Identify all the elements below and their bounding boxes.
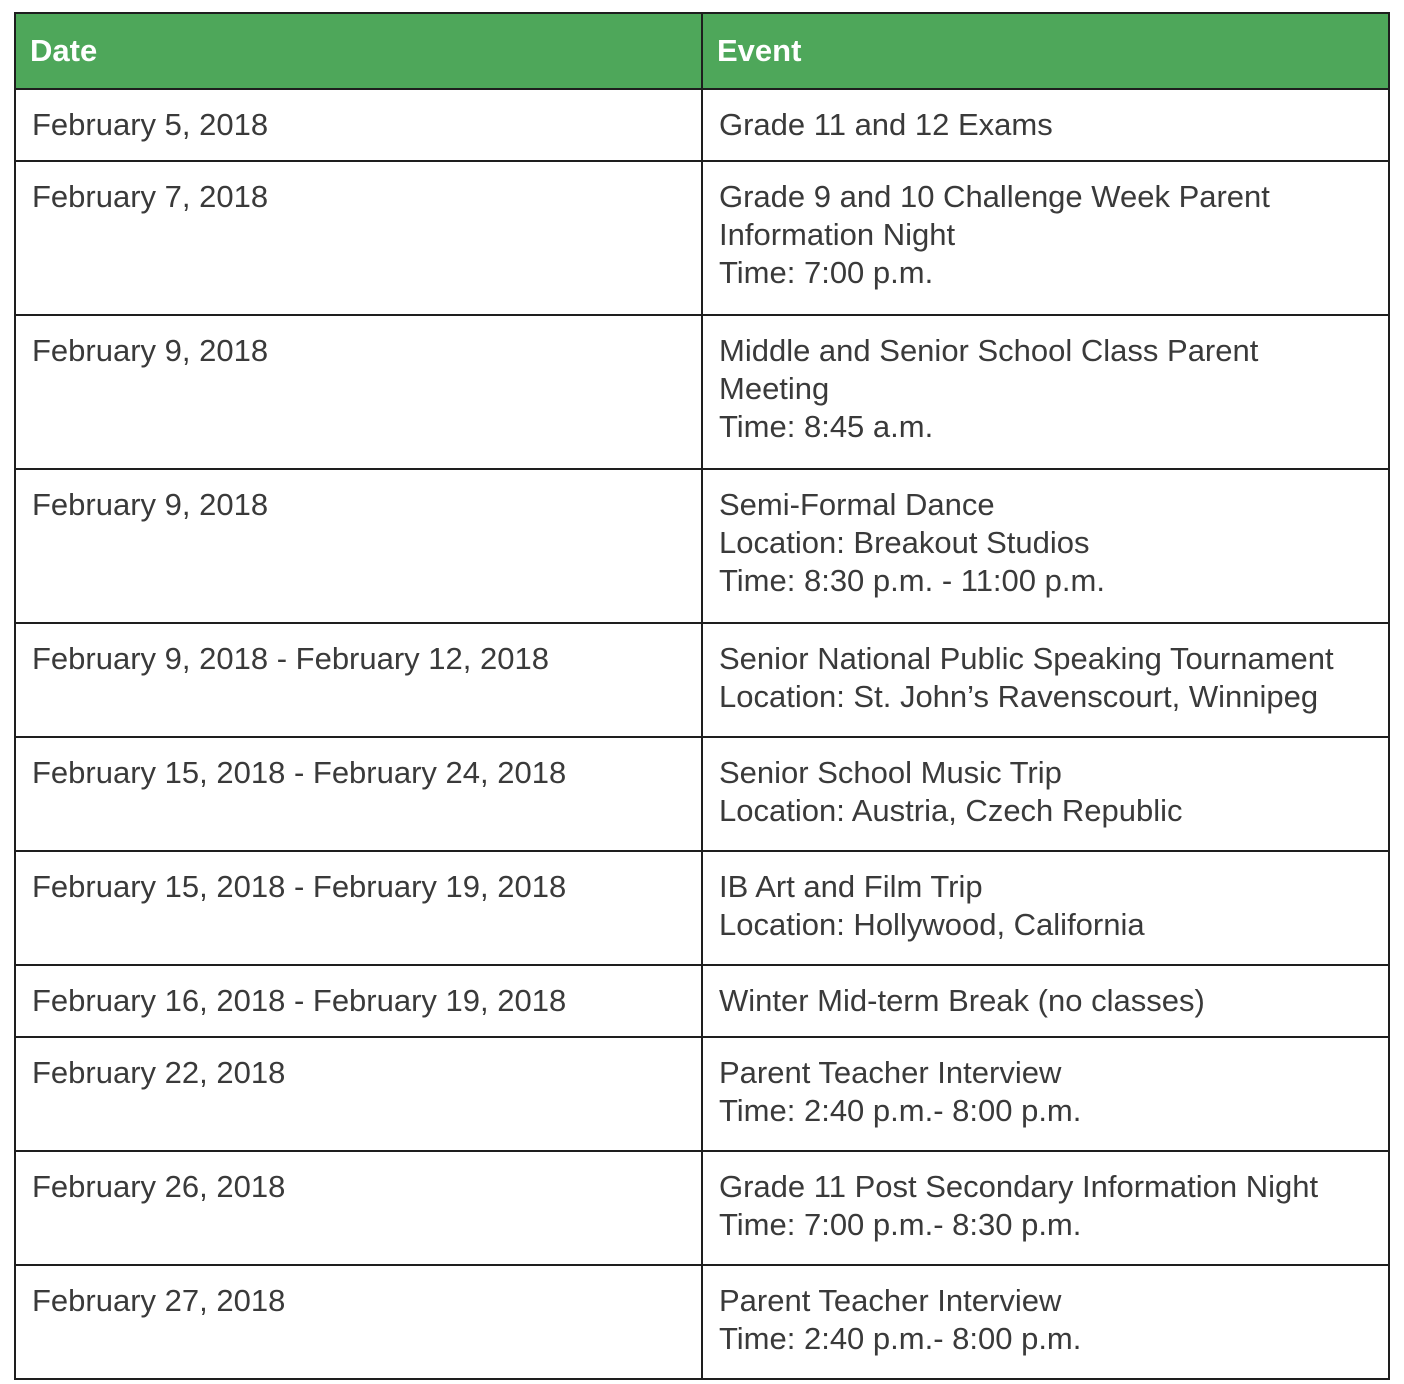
table-row: [15, 1037, 1389, 1151]
event-line: Time: 7:00 p.m.- 8:30 p.m.: [719, 1207, 1082, 1242]
date-cell: [15, 737, 702, 851]
date-cell: [15, 469, 702, 623]
date-cell: [15, 1151, 702, 1265]
date-text: February 15, 2018 - February 19, 2018: [32, 869, 567, 904]
event-line: Senior School Music Trip: [719, 755, 1062, 790]
table-row: [15, 851, 1389, 965]
date-cell: [15, 851, 702, 965]
table-row: [15, 315, 1389, 469]
event-line: Time: 2:40 p.m.- 8:00 p.m.: [719, 1321, 1082, 1356]
date-cell: [15, 161, 702, 315]
event-cell: [702, 623, 1389, 737]
event-column-header: Event: [702, 13, 1389, 89]
event-line: Winter Mid-term Break (no classes): [719, 983, 1205, 1018]
events-table: [14, 12, 1390, 1380]
table-row: [15, 161, 1389, 315]
event-line: IB Art and Film Trip: [719, 869, 983, 904]
event-line: Time: 8:30 p.m. - 11:00 p.m.: [719, 563, 1105, 598]
event-cell: [702, 89, 1389, 161]
event-cell: [702, 469, 1389, 623]
event-line: Meeting: [719, 371, 830, 406]
date-text: February 26, 2018: [32, 1169, 286, 1204]
event-line: Grade 11 and 12 Exams: [719, 107, 1053, 142]
event-line: Middle and Senior School Class Parent: [719, 333, 1259, 368]
event-line: Semi-Formal Dance: [719, 487, 995, 522]
event-line: Time: 2:40 p.m.- 8:00 p.m.: [719, 1093, 1082, 1128]
date-text: February 9, 2018: [32, 333, 269, 368]
event-cell: [702, 737, 1389, 851]
date-text: February 7, 2018: [32, 179, 269, 214]
date-cell: [15, 965, 702, 1037]
table-row: [15, 623, 1389, 737]
event-cell: [702, 1037, 1389, 1151]
date-text: February 16, 2018 - February 19, 2018: [32, 983, 567, 1018]
date-text: February 9, 2018: [32, 487, 269, 522]
event-cell: [702, 965, 1389, 1037]
table-row: [15, 89, 1389, 161]
date-text: February 27, 2018: [32, 1283, 286, 1318]
date-text: February 9, 2018 - February 12, 2018: [32, 641, 549, 676]
event-line: Grade 9 and 10 Challenge Week Parent: [719, 179, 1270, 214]
table-row: [15, 1265, 1389, 1379]
date-text: February 5, 2018: [32, 107, 269, 142]
date-cell: [15, 89, 702, 161]
event-line: Parent Teacher Interview: [719, 1283, 1062, 1318]
event-line: Time: 8:45 a.m.: [719, 409, 934, 444]
event-line: Parent Teacher Interview: [719, 1055, 1062, 1090]
date-cell: [15, 1265, 702, 1379]
event-cell: [702, 851, 1389, 965]
date-cell: [15, 623, 702, 737]
event-cell: [702, 315, 1389, 469]
date-text: February 22, 2018: [32, 1055, 286, 1090]
date-column-header: Date: [15, 13, 702, 89]
table-row: [15, 1151, 1389, 1265]
table-row: [15, 737, 1389, 851]
table-row: [15, 965, 1389, 1037]
date-cell: [15, 315, 702, 469]
event-cell: [702, 1265, 1389, 1379]
date-cell: [15, 1037, 702, 1151]
event-line: Location: Breakout Studios: [719, 525, 1090, 560]
event-line: Grade 11 Post Secondary Information Night: [719, 1169, 1319, 1204]
event-line: Senior National Public Speaking Tournament: [719, 641, 1334, 676]
date-text: February 15, 2018 - February 24, 2018: [32, 755, 567, 790]
table-row: [15, 469, 1389, 623]
event-cell: [702, 1151, 1389, 1265]
event-line: Time: 7:00 p.m.: [719, 255, 934, 290]
table-header-row: [15, 13, 1389, 89]
event-cell: [702, 161, 1389, 315]
event-line: Location: Austria, Czech Republic: [719, 793, 1183, 828]
event-line: Information Night: [719, 217, 956, 252]
event-line: Location: St. John’s Ravenscourt, Winnipeg: [719, 679, 1319, 714]
event-line: Location: Hollywood, California: [719, 907, 1145, 942]
